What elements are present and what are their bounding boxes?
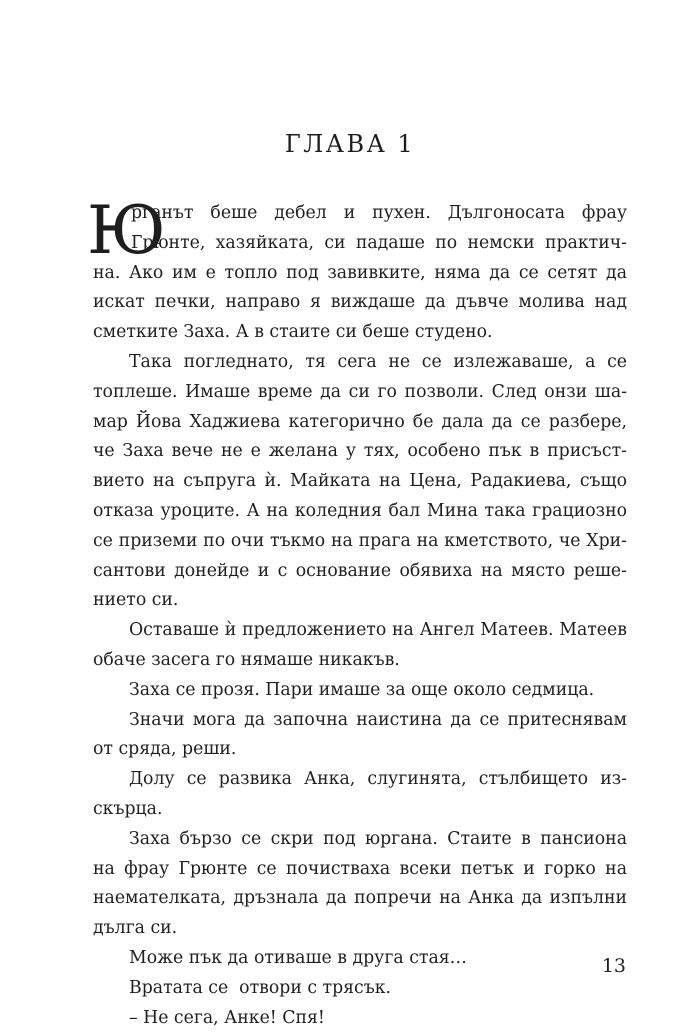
- text-line: нието си.: [93, 590, 179, 611]
- text-line: отказа уроците. А на коледния бал Мина така грациозно: [93, 500, 627, 521]
- text-line: обаче засега го нямаше никакъв.: [93, 649, 400, 670]
- text-line: скърца.: [93, 798, 163, 819]
- text-line: Долу се развика Анка, слугинята, стълбището из-: [129, 769, 627, 790]
- text-line: Значи мога да започна наистина да се притеснявам: [129, 709, 627, 730]
- text-line: – Не сега, Анке! Спя!: [129, 1007, 325, 1028]
- text-line: искат печки, направо я виждаше да дъвче молива над: [93, 292, 627, 313]
- page-number: 13: [601, 955, 626, 977]
- text-line: Заха бързо се скри под юргана. Стаите в пансиона: [129, 828, 627, 849]
- text-line: Заха се прозя. Пари имаше за още около седмица.: [129, 679, 595, 700]
- text-line: Може пък да отиваше в друга стая…: [129, 947, 467, 968]
- text-line: мар Йова Хаджиева категорично бе дала да се разбере,: [93, 411, 627, 432]
- chapter-title: ГЛАВА 1: [284, 130, 416, 158]
- text-line: че Заха вече не е желана у тях, особено пък в присъст-: [93, 441, 627, 462]
- text-line: Така погледнато, тя сега не се излежаваше, а се: [129, 351, 627, 372]
- text-line: наемателката, дръзнала да попречи на Анка да изпълни: [93, 888, 627, 909]
- text-line: от сряда, реши.: [93, 739, 237, 760]
- text-line: Оставаше ѝ предложението на Ангел Матеев. Матеев: [129, 620, 627, 641]
- text-line: на фрау Грюнте се почистваха всеки петък и горко на: [93, 858, 627, 879]
- drop-cap: Ю: [87, 192, 166, 269]
- text-line: дълга си.: [93, 918, 178, 939]
- text-line: Грюнте, хазяйката, си падаше по немски практич-: [131, 232, 627, 253]
- text-line: сметките Заха. А в стаите си беше студено.: [93, 322, 493, 343]
- text-line: Вратата се отвори с трясък.: [129, 977, 392, 998]
- text-line: рганът беше дебел и пухен. Дългоносата фрау: [131, 203, 627, 223]
- text-line: се приземи по очи тъкмо на прага на кметството, че Хри-: [93, 530, 627, 551]
- text-line: сантови донейде и с основание обявиха на място реше-: [93, 560, 627, 581]
- chapter-body-text: [87, 192, 627, 1033]
- text-line: топлеше. Имаше време да си го позволи. След онзи ша-: [93, 381, 627, 402]
- text-line: на. Ако им е топло под завивките, няма да се сетят да: [93, 262, 627, 283]
- text-line: вието на съпруга ѝ. Майката на Цена, Радакиева, също: [93, 471, 627, 492]
